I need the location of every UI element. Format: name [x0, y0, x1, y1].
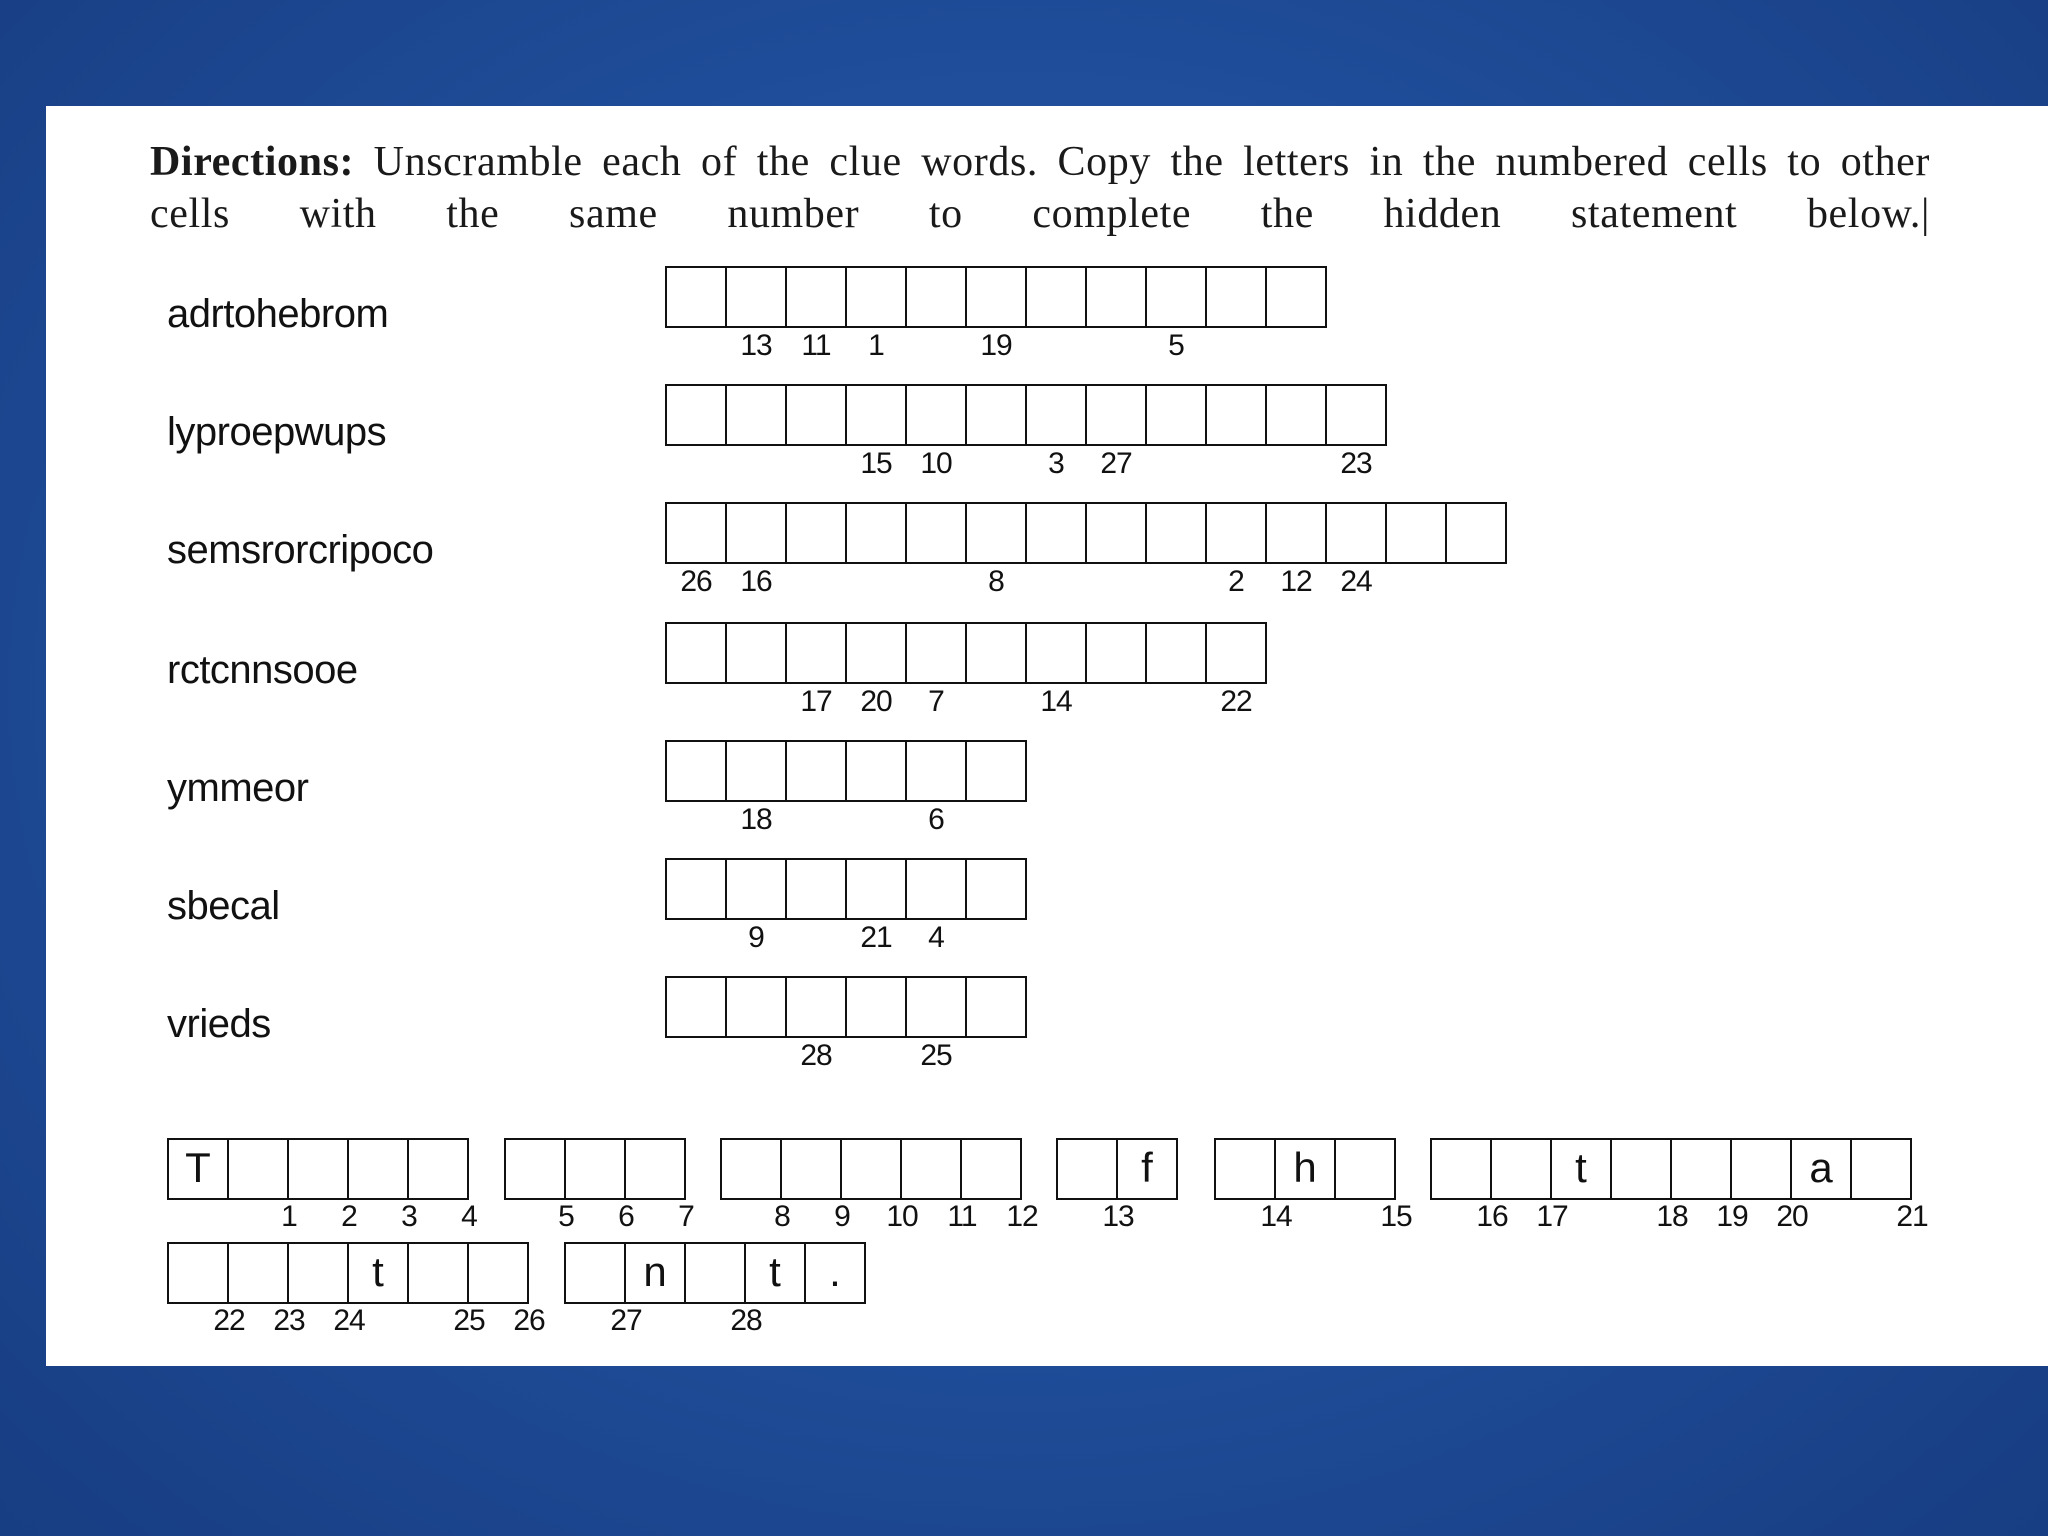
statement-cell[interactable] [347, 1138, 409, 1200]
statement-cell[interactable] [720, 1138, 782, 1200]
clue-word: semsrorcripoco [167, 528, 434, 572]
cell-number: 15 [860, 447, 892, 480]
answer-cell[interactable] [1325, 502, 1387, 564]
answer-cell[interactable] [725, 740, 787, 802]
cell-number: 21 [860, 921, 892, 954]
answer-cell[interactable] [1145, 502, 1207, 564]
answer-cell[interactable] [665, 740, 727, 802]
cell-number: 6 [618, 1200, 634, 1233]
cell-number: 5 [558, 1200, 574, 1233]
cell-number: 22 [1220, 685, 1252, 718]
given-letter-cell: t [347, 1242, 409, 1304]
answer-cell[interactable] [785, 858, 847, 920]
answer-cell[interactable] [1325, 384, 1387, 446]
answer-cell[interactable] [965, 502, 1027, 564]
answer-cell[interactable] [845, 502, 907, 564]
statement-cell[interactable] [564, 1138, 626, 1200]
statement-cell[interactable] [684, 1242, 746, 1304]
cell-number: 2 [1228, 565, 1244, 598]
cell-number: 6 [928, 803, 944, 836]
cell-number: 7 [678, 1200, 694, 1233]
answer-cell[interactable] [845, 740, 907, 802]
cell-number: 7 [928, 685, 944, 718]
given-letter-cell: h [1274, 1138, 1336, 1200]
cell-number: 22 [213, 1304, 245, 1337]
answer-cell[interactable] [1205, 384, 1267, 446]
cell-number: 26 [513, 1304, 545, 1337]
answer-cell[interactable] [1205, 622, 1267, 684]
statement-cell[interactable] [407, 1242, 469, 1304]
answer-cell[interactable] [1445, 502, 1507, 564]
statement-cell[interactable] [504, 1138, 566, 1200]
answer-cell[interactable] [785, 976, 847, 1038]
cell-number: 10 [920, 447, 952, 480]
answer-cell[interactable] [665, 502, 727, 564]
cell-number: 17 [800, 685, 832, 718]
answer-cell[interactable] [1205, 266, 1267, 328]
clue-word: sbecal [167, 884, 280, 928]
cell-number: 15 [1380, 1200, 1412, 1233]
answer-cell[interactable] [1025, 622, 1087, 684]
statement-cell[interactable] [227, 1242, 289, 1304]
cell-number: 8 [988, 565, 1004, 598]
answer-cell[interactable] [905, 740, 967, 802]
directions-text [150, 136, 1930, 240]
statement-cell[interactable] [287, 1242, 349, 1304]
answer-cell[interactable] [665, 858, 727, 920]
cell-number: 9 [834, 1200, 850, 1233]
given-letter-cell: T [167, 1138, 229, 1200]
answer-cell[interactable] [965, 858, 1027, 920]
cell-number: 12 [1006, 1200, 1038, 1233]
statement-cell[interactable] [624, 1138, 686, 1200]
answer-cell[interactable] [1085, 622, 1147, 684]
statement-cell[interactable] [1610, 1138, 1672, 1200]
clue-word: lyproepwups [167, 410, 387, 454]
answer-cell[interactable] [1385, 502, 1447, 564]
given-letter-cell: f [1116, 1138, 1178, 1200]
statement-cell[interactable] [167, 1242, 229, 1304]
cell-number: 12 [1280, 565, 1312, 598]
answer-cell[interactable] [905, 622, 967, 684]
cell-number: 11 [947, 1200, 977, 1233]
given-letter-cell: a [1790, 1138, 1852, 1200]
answer-cell[interactable] [1265, 502, 1327, 564]
directions-label: Directions: [150, 139, 355, 185]
cell-number: 23 [273, 1304, 305, 1337]
answer-cell[interactable] [1025, 502, 1087, 564]
cell-number: 4 [928, 921, 944, 954]
answer-cell[interactable] [905, 502, 967, 564]
clue-word: ymmeor [167, 766, 309, 810]
cell-number: 19 [1716, 1200, 1748, 1233]
statement-cell[interactable] [467, 1242, 529, 1304]
cell-number: 11 [801, 329, 831, 362]
cell-number: 17 [1536, 1200, 1568, 1233]
statement-cell[interactable] [1670, 1138, 1732, 1200]
answer-cell[interactable] [1085, 266, 1147, 328]
answer-cell[interactable] [845, 622, 907, 684]
cell-number: 25 [920, 1039, 952, 1072]
answer-cell[interactable] [905, 976, 967, 1038]
answer-cell[interactable] [785, 266, 847, 328]
statement-cell[interactable] [287, 1138, 349, 1200]
cell-number: 18 [740, 803, 772, 836]
cell-number: 13 [740, 329, 772, 362]
cell-number: 23 [1340, 447, 1372, 480]
statement-cell[interactable] [900, 1138, 962, 1200]
cell-number: 9 [748, 921, 764, 954]
answer-cell[interactable] [785, 740, 847, 802]
cell-number: 10 [886, 1200, 918, 1233]
answer-cell[interactable] [1265, 384, 1327, 446]
given-letter-cell: . [804, 1242, 866, 1304]
answer-cell[interactable] [1205, 502, 1267, 564]
answer-cell[interactable] [1025, 266, 1087, 328]
statement-cell[interactable] [1334, 1138, 1396, 1200]
answer-cell[interactable] [785, 502, 847, 564]
answer-cell[interactable] [1025, 384, 1087, 446]
statement-cell[interactable] [1730, 1138, 1792, 1200]
answer-cell[interactable] [1145, 384, 1207, 446]
answer-cell[interactable] [845, 976, 907, 1038]
answer-cell[interactable] [785, 384, 847, 446]
cell-number: 16 [1476, 1200, 1508, 1233]
answer-cell[interactable] [725, 858, 787, 920]
answer-cell[interactable] [905, 858, 967, 920]
statement-cell[interactable] [407, 1138, 469, 1200]
cell-number: 14 [1040, 685, 1072, 718]
cell-number: 5 [1168, 329, 1184, 362]
cell-number: 24 [1340, 565, 1372, 598]
answer-cell[interactable] [1145, 266, 1207, 328]
answer-cell[interactable] [965, 622, 1027, 684]
answer-cell[interactable] [725, 622, 787, 684]
cell-number: 14 [1260, 1200, 1292, 1233]
answer-cell[interactable] [725, 384, 787, 446]
statement-cell[interactable] [1214, 1138, 1276, 1200]
directions-body: Unscramble each of the clue words. Copy the letters in the numbered cells to other cells with the same number to complete the hidden statement below. [150, 139, 1930, 237]
answer-cell[interactable] [1145, 622, 1207, 684]
statement-cell[interactable] [1490, 1138, 1552, 1200]
cell-number: 3 [401, 1200, 417, 1233]
cell-number: 18 [1656, 1200, 1688, 1233]
cell-number: 1 [868, 329, 884, 362]
answer-cell[interactable] [845, 384, 907, 446]
given-letter-cell: t [1550, 1138, 1612, 1200]
statement-cell[interactable] [960, 1138, 1022, 1200]
cell-number: 27 [610, 1304, 642, 1337]
answer-cell[interactable] [905, 384, 967, 446]
statement-cell[interactable] [840, 1138, 902, 1200]
statement-cell[interactable] [1056, 1138, 1118, 1200]
answer-cell[interactable] [665, 384, 727, 446]
statement-cell[interactable] [564, 1242, 626, 1304]
cell-number: 1 [281, 1200, 297, 1233]
answer-cell[interactable] [725, 266, 787, 328]
cell-number: 3 [1048, 447, 1064, 480]
cell-number: 20 [1776, 1200, 1808, 1233]
given-letter-cell: t [744, 1242, 806, 1304]
cell-number: 25 [453, 1304, 485, 1337]
cell-number: 16 [740, 565, 772, 598]
statement-cell[interactable] [780, 1138, 842, 1200]
answer-cell[interactable] [665, 976, 727, 1038]
answer-cell[interactable] [1265, 266, 1327, 328]
answer-cell[interactable] [965, 266, 1027, 328]
cell-number: 26 [680, 565, 712, 598]
statement-cell[interactable] [227, 1138, 289, 1200]
answer-cell[interactable] [725, 502, 787, 564]
answer-cell[interactable] [845, 858, 907, 920]
answer-cell[interactable] [905, 266, 967, 328]
cell-number: 21 [1896, 1200, 1928, 1233]
cell-number: 8 [774, 1200, 790, 1233]
statement-cell[interactable] [1850, 1138, 1912, 1200]
clue-word: rctcnnsooe [167, 648, 358, 692]
cell-number: 24 [333, 1304, 365, 1337]
answer-cell[interactable] [965, 740, 1027, 802]
cell-number: 4 [461, 1200, 477, 1233]
given-letter-cell: n [624, 1242, 686, 1304]
cell-number: 20 [860, 685, 892, 718]
cell-number: 13 [1102, 1200, 1134, 1233]
cell-number: 19 [980, 329, 1012, 362]
answer-cell[interactable] [1085, 502, 1147, 564]
cell-number: 28 [800, 1039, 832, 1072]
answer-cell[interactable] [1085, 384, 1147, 446]
text-cursor: | [1920, 191, 1930, 237]
answer-cell[interactable] [665, 266, 727, 328]
cell-number: 27 [1100, 447, 1132, 480]
answer-cell[interactable] [725, 976, 787, 1038]
clue-word: vrieds [167, 1002, 271, 1046]
answer-cell[interactable] [965, 384, 1027, 446]
answer-cell[interactable] [845, 266, 907, 328]
statement-cell[interactable] [1430, 1138, 1492, 1200]
answer-cell[interactable] [965, 976, 1027, 1038]
cell-number: 2 [341, 1200, 357, 1233]
cell-number: 28 [730, 1304, 762, 1337]
answer-cell[interactable] [665, 622, 727, 684]
answer-cell[interactable] [785, 622, 847, 684]
clue-word: adrtohebrom [167, 292, 389, 336]
